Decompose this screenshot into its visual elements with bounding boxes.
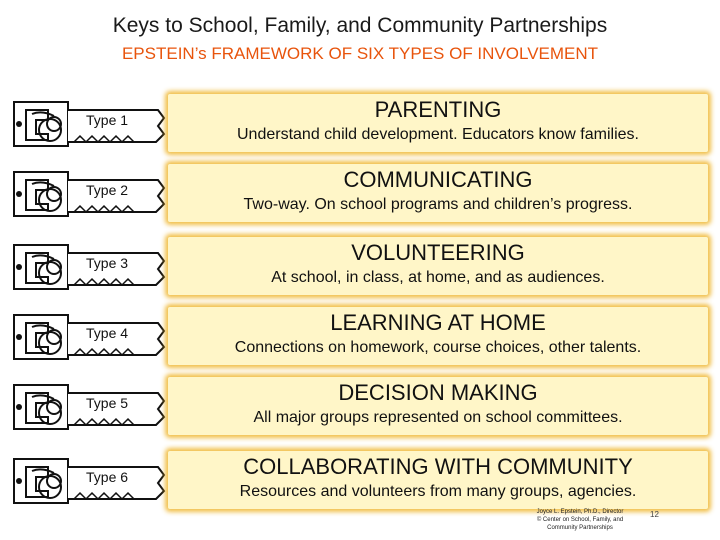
type-description-box: [168, 94, 708, 152]
type-description-box: [168, 307, 708, 365]
type-description: Connections on homework, course choices, other talents.: [234, 339, 642, 356]
type-description-box: [168, 377, 708, 435]
type-description: At school, in class, at home, and as audiences.: [271, 269, 605, 286]
type-title: VOLUNTEERING: [351, 240, 525, 265]
type-title: LEARNING AT HOME: [330, 310, 546, 335]
type-description-box: [168, 451, 708, 509]
type-label: Type 1: [86, 112, 129, 128]
author-credit: [520, 508, 640, 532]
type-label: Type 4: [86, 325, 129, 341]
type-description: Two-way. On school programs and children’s progress.: [243, 196, 633, 213]
type-description-box: [168, 164, 708, 222]
type-label: Type 6: [86, 469, 129, 485]
credit-line: © Center on School, Family, and: [536, 517, 624, 523]
involvement-type-5: [0, 377, 720, 441]
type-description: Understand child development. Educators know families.: [237, 126, 639, 143]
involvement-type-4: [0, 307, 720, 371]
type-label: Type 5: [86, 395, 129, 411]
type-title: COMMUNICATING: [343, 167, 533, 192]
credit-line: Community Partnerships: [547, 525, 613, 531]
key-graphic: [10, 457, 170, 505]
type-title: COLLABORATING WITH COMMUNITY: [243, 454, 633, 479]
key-graphic: [10, 100, 170, 148]
page-subtitle: EPSTEIN’s FRAMEWORK OF SIX TYPES OF INVOLVEMENT: [121, 44, 599, 63]
key-graphic: [10, 170, 170, 218]
type-label: Type 3: [86, 255, 129, 271]
involvement-type-3: [0, 237, 720, 301]
page-title: Keys to School, Family, and Community Partnerships: [112, 14, 608, 37]
type-description: Resources and volunteers from many groups, agencies.: [239, 483, 637, 500]
type-description: All major groups represented on school committees.: [253, 409, 623, 426]
involvement-type-1: [0, 94, 720, 158]
involvement-type-2: [0, 164, 720, 228]
credit-line: Joyce L. Epstein, Ph.D., Director: [536, 509, 624, 515]
involvement-type-6: [0, 451, 720, 515]
type-description-box: [168, 237, 708, 295]
type-label: Type 2: [86, 182, 129, 198]
type-title: PARENTING: [374, 97, 502, 122]
key-graphic: [10, 383, 170, 431]
type-title: DECISION MAKING: [338, 380, 538, 405]
key-graphic: [10, 313, 170, 361]
page-number: 12: [650, 510, 659, 519]
key-graphic: [10, 243, 170, 291]
